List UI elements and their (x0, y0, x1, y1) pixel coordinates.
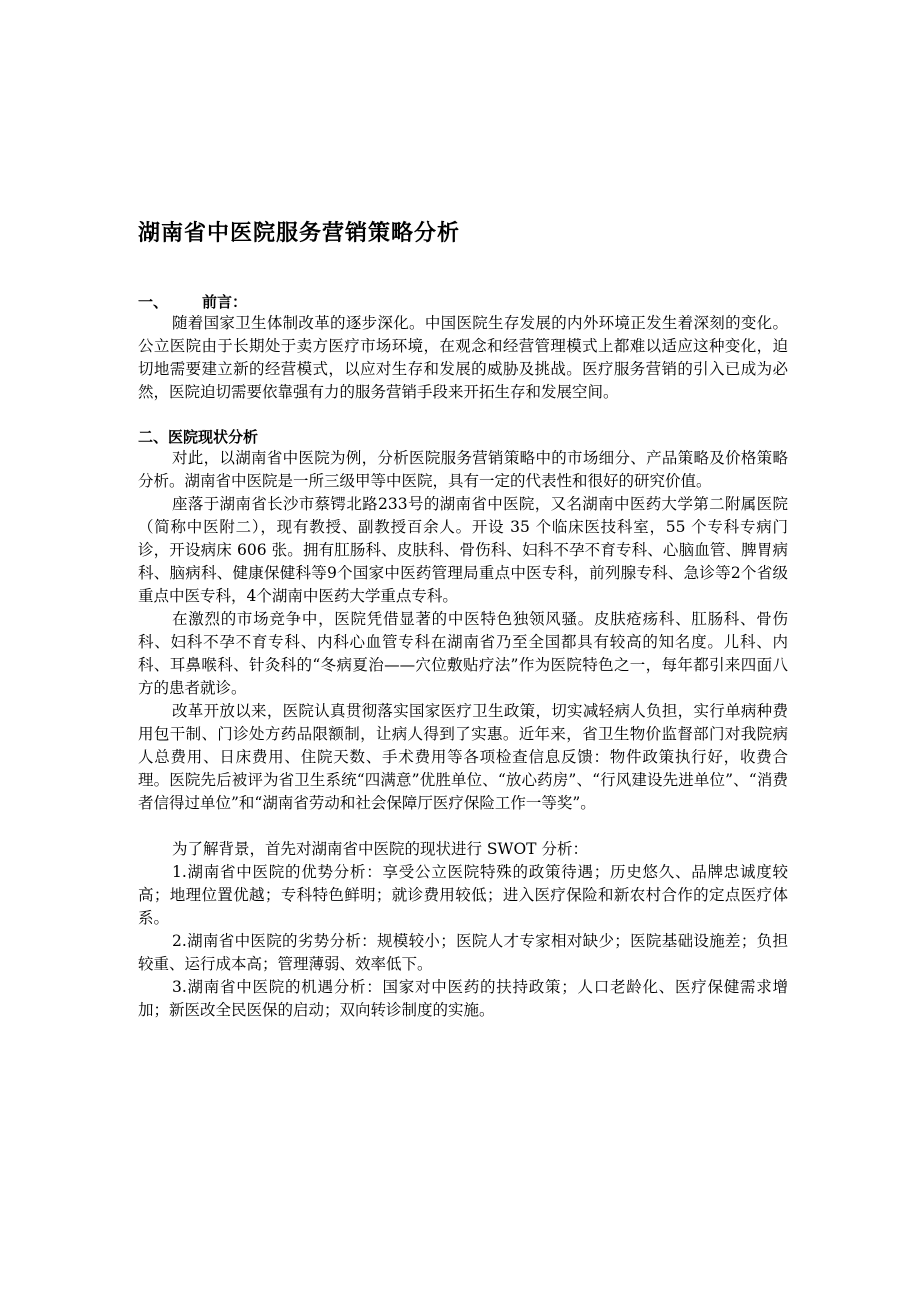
section-heading-text: 前言： (202, 293, 248, 311)
swot-item-strengths: 1.湖南省中医院的优势分析：享受公立医院特殊的政策待遇；历史悠久、品牌忠诚度较高；地理位置优越；专科特色鲜明；就诊费用较低；进入医疗保险和新农村合作的定点医疗体系。 (138, 863, 788, 927)
paragraph: 随着国家卫生体制改革的逐步深化。中国医院生存发展的内外环境正发生着深刻的变化。公立医院由于长期处于卖方医疗市场环境，在观念和经营管理模式上都难以适应这种变化，迫切地需要建立新的经营模式，以应对生存和发展的威胁及挑战。医疗服务营销的引入已成为必然，医院迫切需要依靠强有力的服务营销手段来开拓生存和发展空间。 (138, 314, 788, 401)
section-heading-preface (138, 292, 788, 312)
section-status-analysis (138, 427, 788, 1022)
paragraph: 改革开放以来，医院认真贯彻落实国家医疗卫生政策，切实减轻病人负担，实行单病种费用包干制、门诊处方药品限额制，让病人得到了实惠。近年来，省卫生物价监督部门对我院病人总费用、日床费用、住院天数、手术费用等各项检查信息反馈：物件政策执行好，收费合理。医院先后被评为省卫生系统“四满意”优胜单位、“放心药房”、“行风建设先进单位”、“消费者信得过单位”和“湖南省劳动和社会保障厅医疗保险工作一等奖”。 (138, 702, 788, 812)
paragraph: 对此，以湖南省中医院为例，分析医院服务营销策略中的市场细分、产品策略及价格策略分析。湖南省中医院是一所三级甲等中医院，具有一定的代表性和很好的研究价值。 (138, 449, 788, 490)
swot-item-opportunities: 3.湖南省中医院的机遇分析：国家对中医药的扶持政策；人口老龄化、医疗保健需求增加；新医改全民医保的启动；双向转诊制度的实施。 (138, 978, 788, 1019)
document-title: 湖南省中医院服务营销策略分析 (138, 221, 461, 246)
document-page (138, 218, 788, 1022)
swot-item-weaknesses: 2.湖南省中医院的劣势分析：规模较小；医院人才专家相对缺少；医院基础设施差；负担较重、运行成本高；管理薄弱、效率低下。 (138, 932, 788, 973)
section-heading-status: 二、医院现状分析 (138, 428, 259, 446)
swot-intro: 为了解背景，首先对湖南省中医院的现状进行 SWOT 分析： (172, 840, 588, 858)
section-preface (138, 292, 788, 404)
paragraph: 在激烈的市场竞争中，医院凭借显著的中医特色独领风骚。皮肤疮疡科、肛肠科、骨伤科、妇科不孕不育专科、内科心血管专科在湖南省乃至全国都具有较高的知名度。儿科、内科、耳鼻喉科、针灸科的“冬病夏治——穴位敷贴疗法”作为医院特色之一，每年都引来四面八方的患者就诊。 (138, 610, 788, 697)
section-number: 一、 (138, 293, 169, 311)
paragraph: 座落于湖南省长沙市蔡锷北路233号的湖南省中医院，又名湖南中医药大学第二附属医院（简称中医附二），现有教授、副教授百余人。开设 35 个临床医技科室，55 个专科专病门诊，开设病床 606 张。拥有肛肠科、皮肤科、骨伤科、妇科不孕不育专科、心脑血管、脾胃病科、脑病科、健康保健科等9个国家中医药管理局重点中医专科，前列腺专科、急诊等2个省级重点中医专科，4个湖南中医药大学重点专科。 (138, 495, 788, 605)
